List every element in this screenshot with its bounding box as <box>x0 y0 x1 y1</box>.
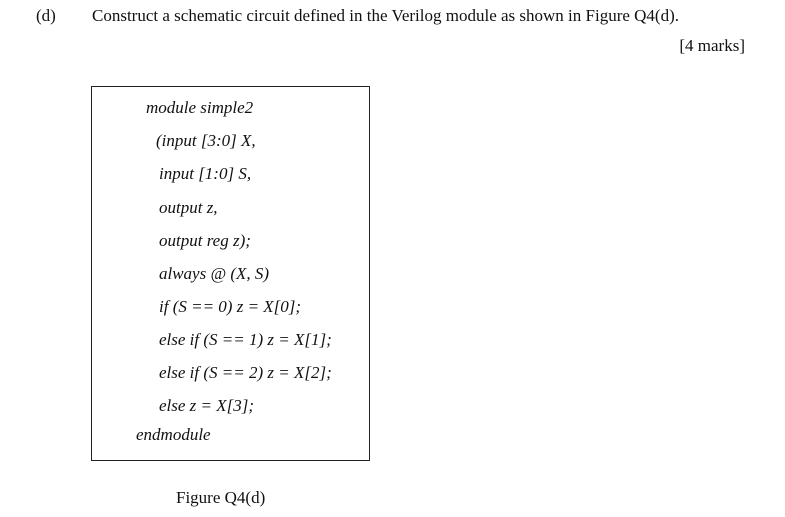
code-line-input-s: input [1:0] S, <box>159 164 252 183</box>
code-line-if: if (S == 0) z = X[0]; <box>159 297 302 316</box>
code-line-output-z: output z, <box>159 198 218 217</box>
question-text: Construct a schematic circuit defined in the Verilog module as shown in Figure Q4(d). <box>92 6 679 25</box>
code-line-else-if-2: else if (S == 2) z = X[2]; <box>159 363 332 382</box>
code-line-output-reg: output reg z); <box>159 231 251 250</box>
question-label: (d) <box>36 6 56 25</box>
code-line-else-if-1: else if (S == 1) z = X[1]; <box>159 330 332 349</box>
code-line-module: module simple2 <box>146 98 254 117</box>
code-line-input-x: (input [3:0] X, <box>156 131 256 150</box>
code-line-else: else z = X[3]; <box>159 396 255 415</box>
code-line-endmodule: endmodule <box>136 425 211 444</box>
code-line-always: always @ (X, S) <box>159 264 270 283</box>
figure-caption: Figure Q4(d) <box>176 488 266 507</box>
marks-label: [4 marks] <box>679 36 745 55</box>
